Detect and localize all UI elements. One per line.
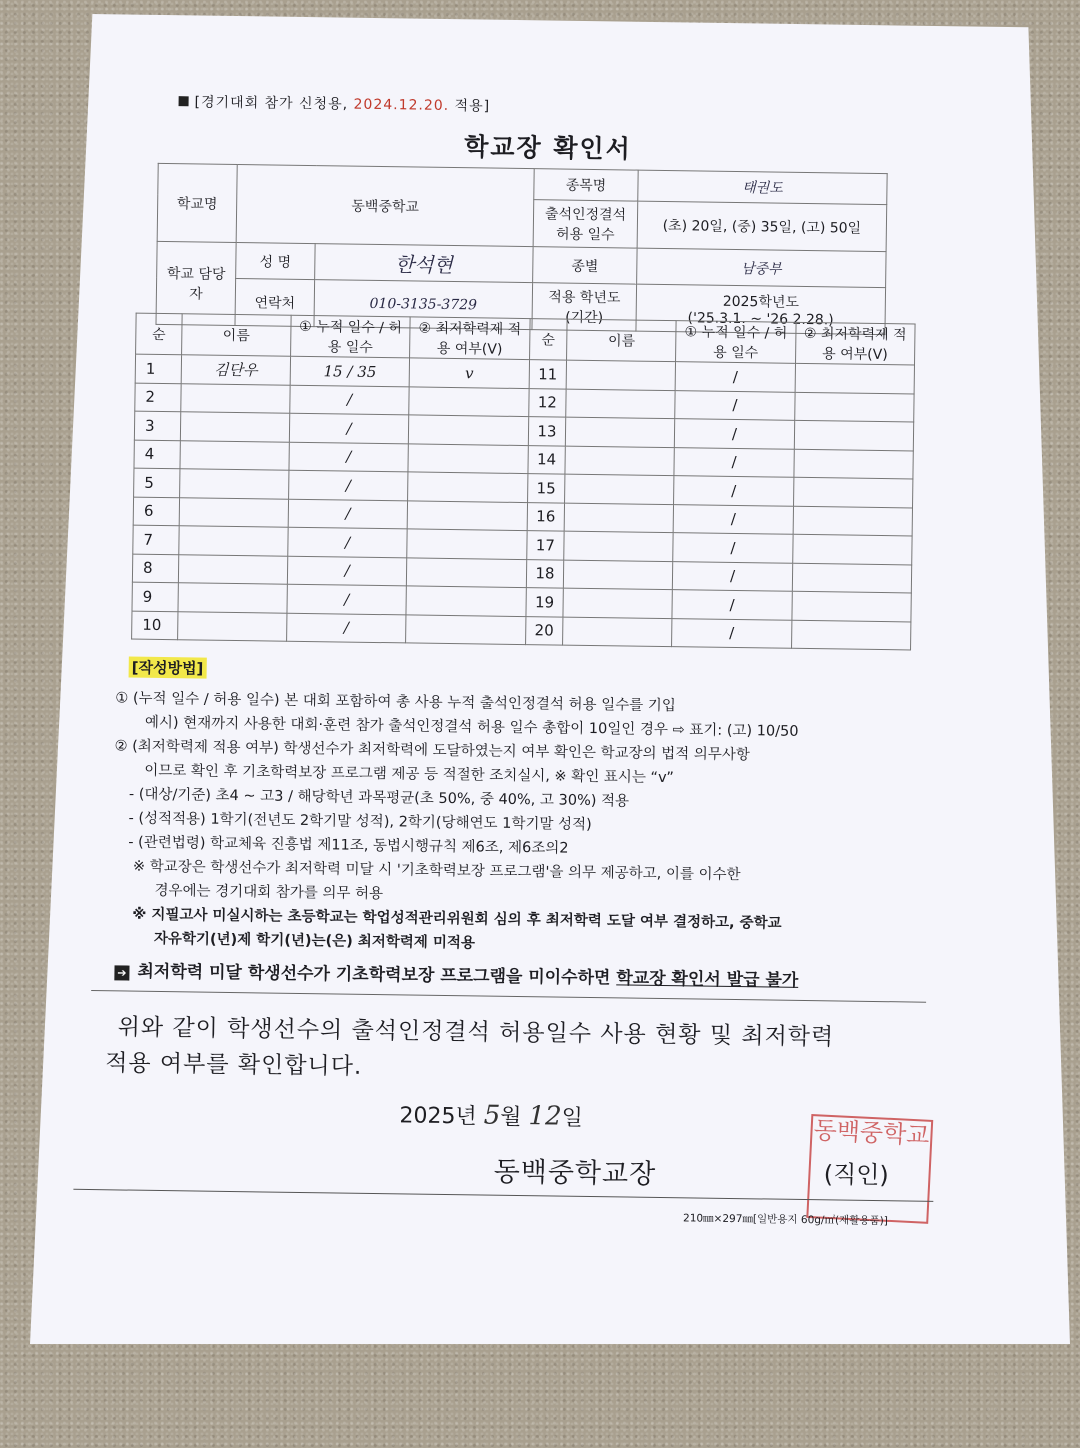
- row-name-2: [564, 531, 673, 561]
- row-name: [179, 469, 288, 499]
- row-number: 2: [135, 383, 181, 412]
- row-min-check: v: [409, 358, 529, 388]
- row-min-check: [407, 557, 527, 587]
- confirm-line-1: 위와 같이 학생선수의 출석인정결석 허용일수 사용 현황 및 최저학력: [117, 1014, 835, 1051]
- row-min-check-2: [791, 620, 911, 650]
- row-name-2: [564, 560, 673, 590]
- row-min-check-2: [792, 563, 912, 593]
- row-number: 5: [134, 468, 180, 497]
- note-elementary-cont: 자유학기(년)제 학기(년)는(은) 최저학력제 미적용: [153, 930, 476, 952]
- col-name: 이름: [181, 314, 291, 357]
- row-number: 6: [133, 497, 179, 526]
- header-suffix: 적용]: [449, 97, 491, 115]
- school-label: 학교명: [157, 163, 237, 242]
- row-min-check-2: [795, 363, 915, 393]
- allow-label: 출석인정결석 허용 일수: [533, 200, 638, 248]
- sport-label: 종목명: [534, 169, 638, 201]
- row-name-2: [563, 588, 672, 618]
- row-days-2: /: [675, 362, 795, 392]
- category-label: 종별: [533, 247, 637, 284]
- row-min-check: [408, 472, 528, 502]
- row-days-2: /: [672, 590, 792, 620]
- header-date: 2024.12.20.: [353, 96, 450, 114]
- manager-name: 한석현: [315, 244, 533, 283]
- period-value: ('25.3.1. ~ '26 2.28.): [687, 310, 834, 329]
- category-value: 남중부: [637, 248, 886, 287]
- row-days: /: [287, 613, 407, 643]
- manager-label: 학교 담당자: [156, 241, 236, 325]
- row-number-2: 14: [528, 445, 566, 474]
- date-month: 5: [483, 1100, 501, 1131]
- row-number: 10: [132, 611, 178, 640]
- year-value: 2025학년도: [722, 293, 800, 311]
- row-min-check: [407, 500, 527, 530]
- warning-emphasis: 학교장 확인서 발급 불가: [616, 968, 799, 991]
- confirmation-statement: [105, 1009, 926, 1092]
- col-min: ② 최저학력제 적용 여부(V): [410, 317, 530, 360]
- date-day: 12: [528, 1101, 562, 1132]
- row-name: [179, 497, 288, 527]
- row-min-check: [406, 586, 526, 616]
- warning-text: 최저학력 미달 학생선수가 기초학력보장 프로그램을 미이수하면: [137, 961, 617, 989]
- row-number-2: 13: [528, 417, 566, 446]
- row-name: [178, 583, 287, 613]
- row-name: 김단우: [181, 355, 290, 385]
- contact-label: 연락처: [235, 278, 315, 326]
- row-name-2: [565, 446, 674, 476]
- row-min-check: [409, 386, 529, 416]
- row-min-check: [408, 443, 528, 473]
- issue-date: [399, 1098, 583, 1132]
- row-number: 7: [133, 525, 179, 554]
- row-name: [181, 383, 290, 413]
- row-name: [180, 440, 289, 470]
- document-title: 학교장 확인서: [463, 132, 632, 164]
- row-name-2: [563, 617, 672, 647]
- note-target: - (대상/기준) 초4 ~ 고3 / 해당학년 과목평균(초 50%, 중 40%, 고 30%) 적용: [128, 786, 630, 810]
- col-no-2: 순: [529, 319, 567, 361]
- method-title: [작성방법]: [129, 657, 207, 679]
- arrow-box-icon: ➔: [114, 965, 129, 980]
- row-days: /: [287, 556, 407, 586]
- sport-value: 태권도: [638, 170, 887, 204]
- row-number: 4: [134, 440, 180, 469]
- row-name-2: [566, 389, 675, 419]
- row-min-check-2: [794, 449, 914, 479]
- row-days-2: /: [674, 476, 794, 506]
- seal-label: (직인): [823, 1160, 889, 1190]
- col-no: 순: [136, 313, 182, 355]
- col-min-2: ② 최저학력제 적용 여부(V): [795, 322, 915, 365]
- row-number-2: 15: [527, 474, 565, 503]
- note-1-example: 예시) 현재까지 사용한 대회·훈련 참가 출석인정결석 허용 일수 총합이 10일인 경우 ⇨ 표기: (고) 10/50: [144, 714, 799, 740]
- note-2-cont: 이므로 확인 후 기초학력보장 프로그램 제공 등 적절한 조치실시, ※ 확인 표시는 “v”: [144, 762, 674, 787]
- row-days-2: /: [675, 419, 795, 449]
- divider: [91, 990, 926, 1003]
- row-min-check: [409, 415, 529, 445]
- row-number-2: 19: [526, 588, 564, 617]
- row-number: 1: [135, 354, 181, 383]
- athlete-table-body: [132, 354, 915, 650]
- row-days: /: [289, 413, 409, 443]
- row-days-2: /: [675, 390, 795, 420]
- row-min-check-2: [792, 591, 912, 621]
- row-min-check: [407, 529, 527, 559]
- athlete-table: [131, 313, 915, 651]
- row-number: 9: [132, 582, 178, 611]
- note-elementary: ※ 지필고사 미실시하는 초등학교는 학업성적관리위원회 심의 후 최저학력 도달 여부 결정하고, 중학교: [132, 906, 782, 932]
- row-name: [178, 554, 287, 584]
- row-name: [179, 526, 288, 556]
- col-days: ① 누적 일수 / 허용 일수: [291, 315, 411, 358]
- row-name-2: [564, 503, 673, 533]
- row-days-2: /: [673, 561, 793, 591]
- row-number-2: 20: [525, 616, 563, 645]
- signer-title: 동백중학교장: [493, 1156, 657, 1190]
- row-min-check-2: [793, 477, 913, 507]
- row-days: /: [288, 499, 408, 529]
- row-name: [180, 412, 289, 442]
- header-prefix: [경기대회 참가 신청용,: [194, 94, 354, 113]
- confirm-line-2: 적용 여부를 확인합니다.: [104, 1050, 363, 1080]
- allow-days: (초) 20일, (중) 35일, (고) 50일: [637, 201, 887, 251]
- name-label: 성 명: [236, 242, 315, 279]
- row-min-check: [406, 614, 526, 644]
- instructions: [112, 686, 926, 961]
- row-number: 3: [134, 411, 180, 440]
- warning-line: [114, 956, 798, 991]
- row-days-2: /: [673, 533, 793, 563]
- year-label: 적용 학년도 (기간): [532, 283, 637, 331]
- row-days: /: [287, 584, 407, 614]
- note-principal-cont: 경우에는 경기대회 참가를 의무 허용: [154, 882, 384, 903]
- note-law: - (관련법령) 학교체육 진흥법 제11조, 동법시행규칙 제6조, 제6조의2: [128, 834, 569, 857]
- row-number-2: 16: [527, 502, 565, 531]
- date-year: 2025년: [399, 1103, 477, 1130]
- row-name-2: [566, 417, 675, 447]
- row-number-2: 12: [528, 388, 566, 417]
- note-1: ① (누적 일수 / 허용 일수) 본 대회 포함하여 총 사용 누적 출석인정결석 허용 일수를 기입: [115, 690, 676, 715]
- row-number-2: 11: [529, 360, 567, 389]
- info-table: [155, 163, 887, 335]
- row-number-2: 18: [526, 559, 564, 588]
- row-days-2: /: [674, 504, 794, 534]
- row-days: /: [289, 442, 409, 472]
- row-days: /: [288, 527, 408, 557]
- form-header: [178, 91, 490, 115]
- date-day-unit: 일: [561, 1105, 584, 1131]
- col-days-2: ① 누적 일수 / 허용 일수: [676, 321, 796, 364]
- note-2: ② (최저학력제 적용 여부) 학생선수가 최저학력에 도달하였는지 여부 확인은 학교장의 법적 의무사항: [114, 738, 750, 764]
- row-min-check-2: [793, 506, 913, 536]
- row-number: 8: [132, 554, 178, 583]
- date-month-unit: 월: [500, 1104, 522, 1131]
- seal-text: 동백중학교: [812, 1116, 931, 1150]
- row-name-2: [566, 360, 675, 390]
- note-principal: ※ 학교장은 학생선수가 최저학력 미달 시 '기초학력보장 프로그램'을 의무 제공하고, 이를 이수한: [132, 858, 741, 884]
- paper-spec: 210㎜×297㎜[일반용지 60g/㎡(재활용품)]: [682, 1212, 888, 1228]
- row-days: 15 / 35: [290, 356, 410, 386]
- row-days: /: [290, 385, 410, 415]
- note-grades: - (성적적용) 1학기(전년도 2학기말 성적), 2학기(당해연도 1학기말 성적): [128, 810, 592, 834]
- row-days-2: /: [672, 618, 792, 648]
- row-days-2: /: [674, 447, 794, 477]
- row-name-2: [565, 474, 674, 504]
- square-bullet-icon: [179, 96, 189, 106]
- row-number-2: 17: [526, 531, 564, 560]
- row-min-check-2: [794, 392, 914, 422]
- row-min-check-2: [792, 534, 912, 564]
- row-min-check-2: [794, 420, 914, 450]
- col-name-2: 이름: [567, 319, 677, 362]
- bottom-divider: [73, 1189, 933, 1202]
- school-name: 동백중학교: [236, 164, 534, 246]
- contact-value: 010-3135-3729: [314, 280, 533, 330]
- row-name: [177, 611, 286, 641]
- row-days: /: [289, 470, 409, 500]
